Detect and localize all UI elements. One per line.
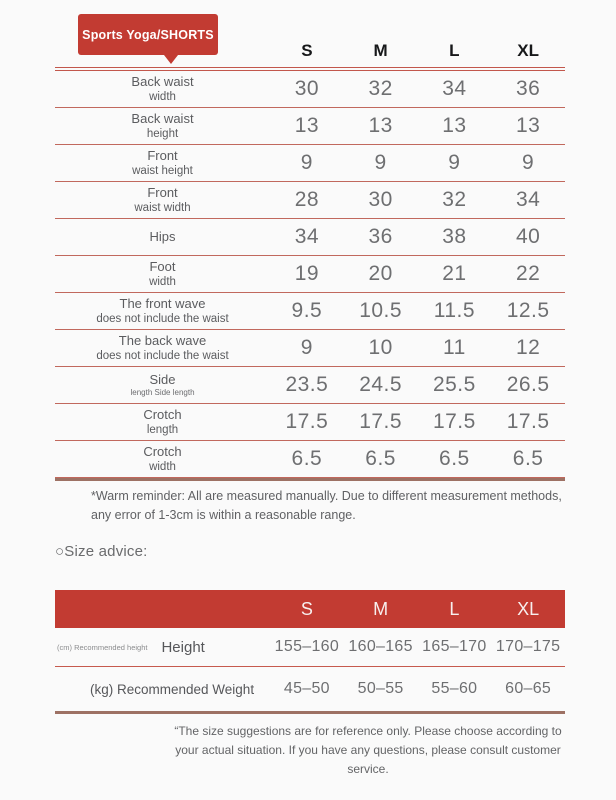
cell-value: 13 — [442, 114, 467, 137]
table-row — [55, 441, 565, 478]
cell-value: 170–175 — [495, 638, 561, 655]
size-advice-heading: ○Size advice: — [55, 543, 148, 560]
warm-reminder-note: *Warm reminder: All are measured manually. Due to different measurement methods, any error of 1-3cm is within a reasonable range. — [91, 489, 562, 523]
cell-value: 6.5 — [512, 447, 544, 470]
row-label — [55, 333, 270, 364]
row-label-main: Crotch — [143, 406, 182, 422]
row-label-main: Back waist — [131, 110, 194, 126]
table-row — [55, 367, 565, 404]
table-bottom-border — [55, 711, 565, 714]
cell-value: 160–165 — [348, 638, 413, 655]
row-label — [55, 111, 270, 142]
cell-value: 36 — [515, 77, 541, 100]
table-row — [55, 182, 565, 219]
cell-value: 19 — [294, 262, 320, 285]
row-label-main: Height — [161, 638, 205, 656]
table-row — [55, 330, 565, 367]
table-row — [55, 219, 565, 256]
row-label — [55, 372, 270, 398]
cell-value: 13 — [368, 114, 393, 137]
cell-value: 9.5 — [291, 299, 323, 322]
cell-value: 23.5 — [285, 373, 329, 396]
row-label-sub: width — [149, 90, 176, 103]
row-label-main: Crotch — [143, 443, 182, 459]
cell-value: 45–50 — [283, 680, 330, 697]
header-size-xl: XL — [517, 41, 539, 60]
cell-value: 60–65 — [505, 680, 552, 697]
cell-value: 30 — [294, 77, 320, 100]
table-row — [55, 145, 565, 182]
size-table — [55, 35, 565, 481]
cell-value: 9 — [448, 151, 461, 174]
cell-value: 155–160 — [274, 638, 340, 655]
size-advice-header — [55, 590, 565, 628]
cell-value: 34 — [515, 188, 541, 211]
table-row — [55, 256, 565, 293]
cell-value: 17.5 — [359, 410, 403, 433]
row-label — [55, 74, 270, 105]
row-label-main: Front — [147, 147, 178, 163]
row-label-sub: length — [146, 423, 179, 436]
cell-value: 9 — [374, 151, 387, 174]
row-label-sub: waist height — [132, 164, 193, 177]
cell-value: 12.5 — [506, 299, 550, 322]
row-label-main: Hips — [149, 228, 176, 244]
row-label-sub: width — [149, 460, 176, 473]
row-label — [55, 185, 270, 216]
row-label-sub: length Side length — [130, 388, 195, 398]
header-size-s: S — [301, 41, 313, 60]
table-row — [55, 108, 565, 145]
row-label — [55, 296, 270, 327]
size-advice-table — [55, 590, 565, 714]
cell-value: 11.5 — [433, 299, 476, 322]
row-label — [55, 229, 270, 245]
cell-value: 17.5 — [506, 410, 550, 433]
cell-value: 13 — [515, 114, 541, 137]
row-label-main: Front — [147, 184, 178, 200]
row-label-main: (kg) Recommended Weight — [90, 681, 255, 697]
cell-value: 9 — [300, 151, 313, 174]
cell-value: 34 — [442, 77, 467, 100]
row-label-sub: does not include the waist — [96, 349, 229, 362]
row-label — [55, 407, 270, 438]
row-label — [55, 259, 270, 290]
cell-value: 11 — [442, 336, 466, 359]
cell-value: 10 — [368, 336, 393, 359]
row-label — [55, 444, 270, 475]
advice-size-l: L — [449, 598, 460, 619]
cell-value: 6.5 — [439, 447, 470, 470]
row-label — [55, 148, 270, 179]
cell-value: 21 — [442, 262, 467, 285]
cell-value: 36 — [368, 225, 393, 248]
cell-value: 6.5 — [291, 447, 323, 470]
cell-value: 17.5 — [285, 410, 329, 433]
size-table-header — [55, 35, 565, 67]
advice-size-xl: XL — [517, 598, 540, 619]
row-label-main: The back wave — [118, 332, 207, 348]
cell-value: 22 — [515, 262, 541, 285]
header-size-l: L — [449, 41, 460, 60]
table-row — [55, 667, 565, 711]
category-badge-label: Sports Yoga/SHORTS — [82, 27, 214, 42]
cell-value: 12 — [515, 336, 541, 359]
cell-value: 13 — [294, 114, 320, 137]
row-label-sub: width — [149, 275, 176, 288]
cell-value: 30 — [368, 188, 393, 211]
row-label-sub: does not include the waist — [96, 312, 229, 325]
table-row — [55, 71, 565, 108]
row-label — [55, 639, 270, 656]
cell-value: 20 — [368, 262, 393, 285]
cell-value: 40 — [515, 225, 541, 248]
cell-value: 50–55 — [357, 680, 404, 697]
cell-value: 24.5 — [359, 373, 403, 396]
size-advice-footnote: “The size suggestions are for reference only. Please choose according to your actual situation. If you have any questions, please consult customer service. — [174, 724, 562, 777]
cell-value: 26.5 — [506, 373, 550, 396]
row-label-small: (cm) Recommended height — [57, 642, 148, 652]
cell-value: 6.5 — [365, 447, 396, 470]
cell-value: 32 — [368, 77, 393, 100]
header-size-m: M — [373, 41, 388, 60]
advice-size-m: M — [373, 598, 389, 619]
cell-value: 25.5 — [432, 373, 476, 396]
cell-value: 38 — [442, 225, 467, 248]
row-label-main: Back waist — [131, 73, 194, 89]
cell-value: 55–60 — [431, 680, 478, 697]
cell-value: 34 — [294, 225, 320, 248]
cell-value: 17.5 — [432, 410, 476, 433]
row-label-main: Foot — [149, 258, 176, 274]
cell-value: 32 — [442, 188, 467, 211]
table-row — [55, 293, 565, 330]
table-row — [55, 628, 565, 667]
cell-value: 165–170 — [422, 638, 487, 655]
cell-value: 28 — [294, 188, 320, 211]
cell-value: 10.5 — [359, 299, 403, 322]
table-bottom-border — [55, 478, 565, 481]
row-label-main: The front wave — [119, 295, 206, 311]
cell-value: 9 — [522, 151, 535, 174]
table-row — [55, 404, 565, 441]
row-label-sub: height — [146, 127, 179, 140]
advice-size-s: S — [300, 598, 313, 619]
cell-value: 9 — [300, 336, 313, 359]
row-label-sub: waist width — [134, 201, 191, 214]
row-label-main: Side — [149, 371, 176, 387]
